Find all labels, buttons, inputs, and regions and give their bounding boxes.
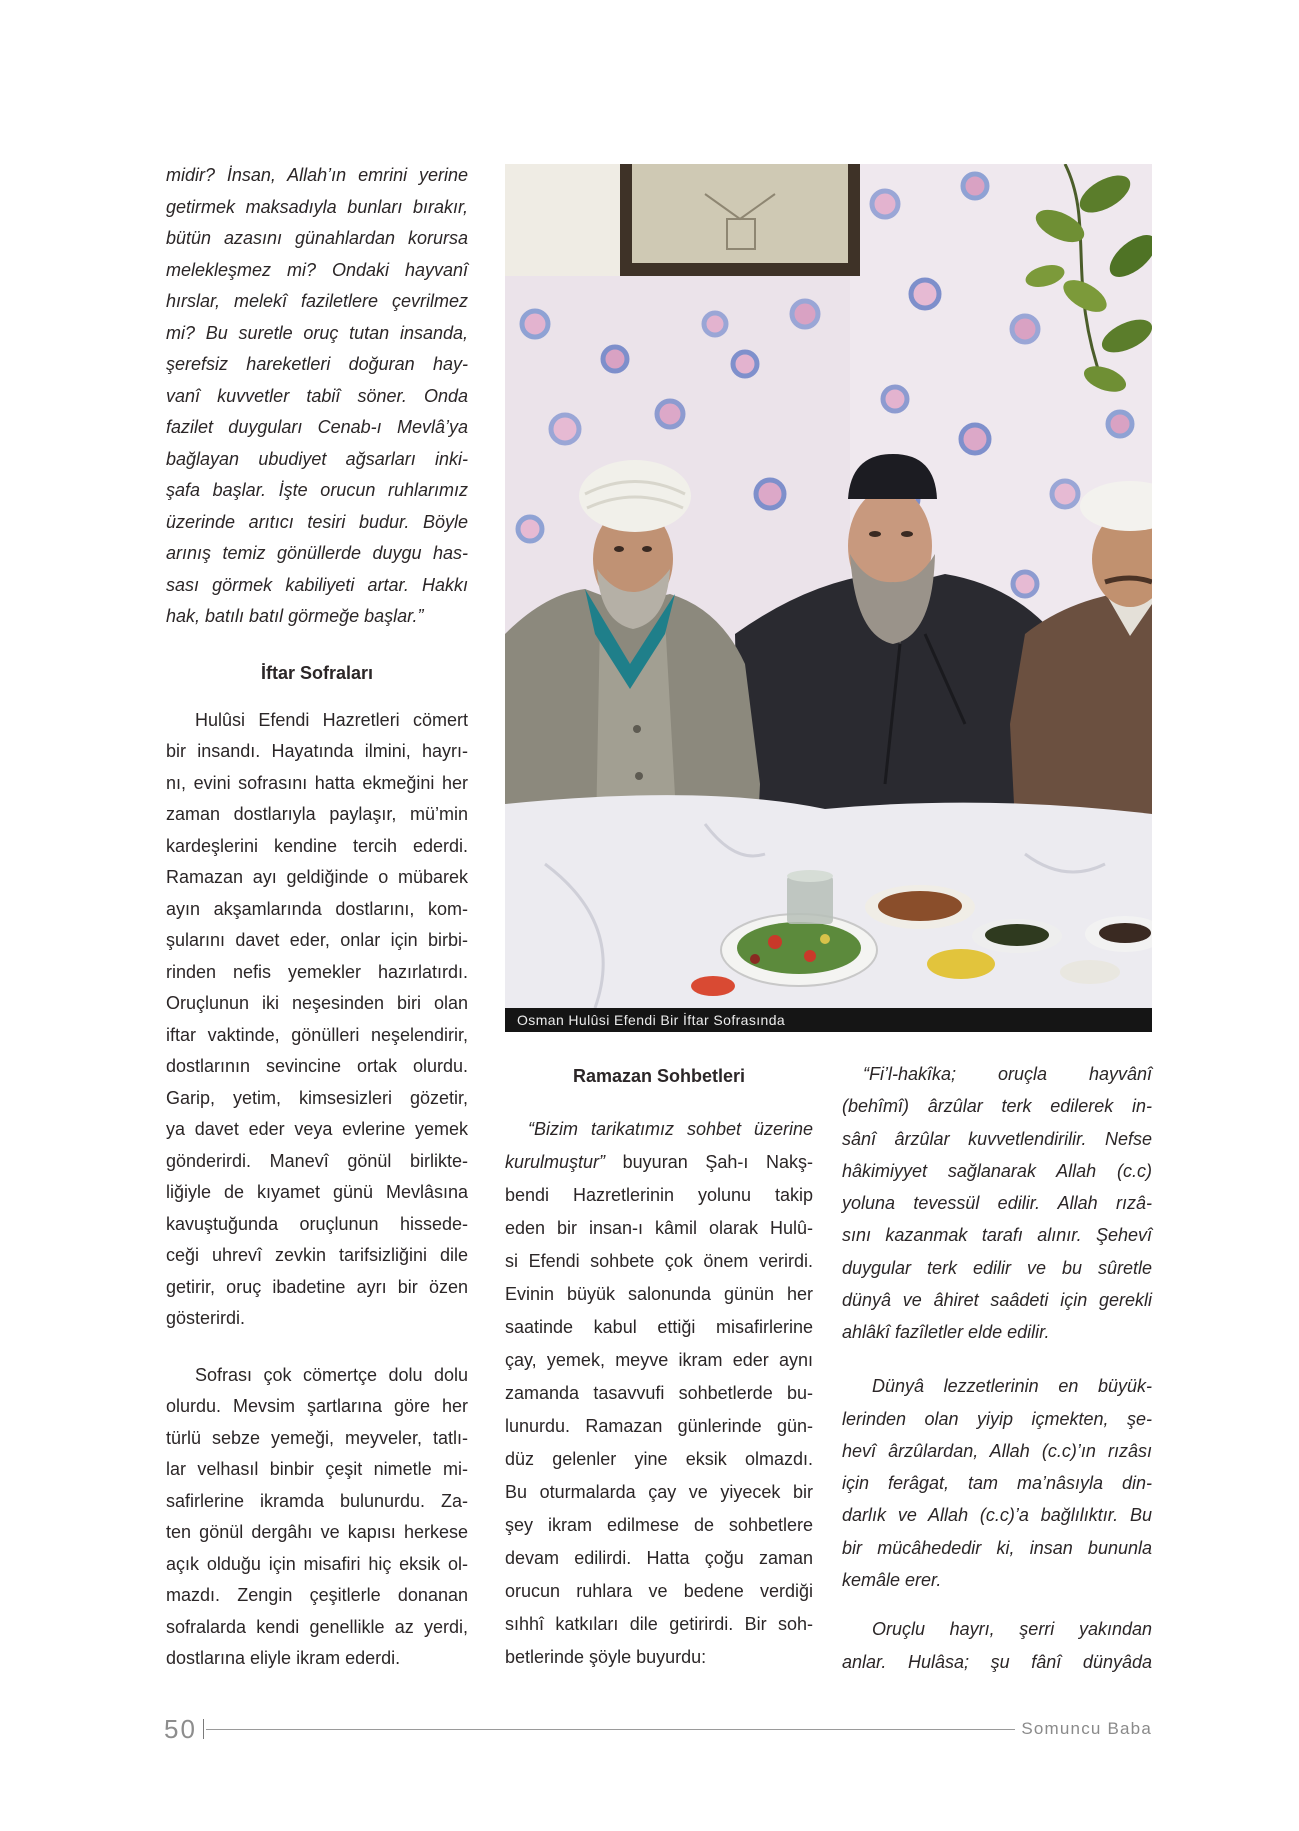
text-line: hırslar, melekî faziletlere çevrilmez: [166, 291, 468, 311]
text-line: ahlâkî fazîletler elde edilir.: [842, 1322, 1050, 1343]
text-line: lunurdu. Ramazan günlerinde gün-: [505, 1415, 813, 1436]
footer-divider-tick: [203, 1719, 205, 1739]
italic-text-run: kurulmuştur”: [505, 1151, 606, 1172]
text-line: hevî ârzûlardan, Allah (c.c)’ın rızâsı: [842, 1440, 1152, 1461]
text-line: vanî kuvvetler tabiî söner. Onda: [166, 385, 468, 406]
section-heading-iftar: İftar Sofraları: [260, 662, 374, 683]
iftar-table-photo: [505, 164, 1152, 1008]
body-paragraph: [166, 705, 468, 1335]
quote-paragraph: [842, 1058, 1152, 1349]
text-line: şey ikram edilmese de sohbetlere: [505, 1514, 813, 1535]
curtain-flower: [1052, 481, 1078, 507]
text-line: ayın akşamlarında dostlarını, kom-: [166, 898, 468, 919]
text-line: Garip, yetim, kimsesizleri gözetir,: [166, 1087, 468, 1108]
text-line: Oruçlunun iki neşesinden biri olan: [166, 993, 468, 1013]
text-line: ya davet eder veya evlerine yemek: [166, 1119, 468, 1139]
curtain-flower: [872, 191, 898, 217]
text-line: sofralarda kendi genellikle az yerdi,: [166, 1616, 468, 1637]
curtain-flower: [961, 425, 989, 453]
eye: [869, 531, 881, 537]
page-number: 50: [164, 1714, 197, 1744]
curtain-flower: [756, 480, 784, 508]
italic-text-run: “Bizim tarikatımız sohbet üzerine: [528, 1118, 813, 1139]
button: [635, 772, 643, 780]
text-line: bir mücâhededir ki, insan bununla: [842, 1537, 1152, 1558]
text-line: saatinde kabul ettiği misafirlerine: [505, 1316, 813, 1337]
saucer: [1060, 960, 1120, 984]
glass: [787, 876, 833, 924]
text-line: mazdı. Zengin çeşitlerle donanan: [166, 1585, 468, 1605]
text-line: devam edilirdi. Hatta çoğu zaman: [505, 1547, 813, 1568]
text-line: midir? İnsan, Allah’ın emrini yerine: [166, 165, 468, 185]
tomato: [804, 950, 816, 962]
text-line: için ferâgat, tam ma’nâsıyla din-: [842, 1473, 1152, 1494]
text-line: darlık ve Allah (c.c)’a bağlılıktır. Bu: [842, 1505, 1152, 1526]
text-line: hak, batılı batıl görmeğe başlar.”: [166, 606, 424, 626]
photo-caption: Osman Hulûsi Efendi Bir İftar Sofrasında: [505, 1008, 1152, 1032]
glass-rim: [787, 870, 833, 882]
text-line: bütün azasını günahlardan korursa: [166, 228, 468, 248]
text-line: olurdu. Mevsim şartlarına göre her: [166, 1396, 468, 1416]
curtain-flower: [733, 352, 757, 376]
soup: [878, 891, 962, 921]
text-line: bağlayan ubudiyet ağsarları inki-: [166, 448, 468, 469]
text-line: safirlerine ikramda bulunurdu. Za-: [166, 1490, 468, 1511]
text-line: [505, 1113, 813, 1146]
curtain-flower: [1108, 412, 1132, 436]
text-line: duygular terk edilir ve bu sûretle: [842, 1257, 1152, 1278]
text-line: Hulûsi Efendi Hazretleri cömert: [195, 709, 468, 730]
text-line: betlerinde şöyle buyurdu:: [505, 1646, 707, 1667]
olive: [750, 954, 760, 964]
left-column: [166, 160, 468, 1675]
olives: [985, 924, 1049, 946]
curtain-flower: [963, 174, 987, 198]
text-line: “Fi’l-hakîka; oruçla hayvânî: [863, 1064, 1152, 1084]
text-run: buyuran Şah-ı Nakş-: [605, 1151, 813, 1172]
text-line: dostlarına eliyle ikram ederdi.: [166, 1648, 401, 1668]
curtain-flower: [518, 517, 542, 541]
text-line: bir insandı. Hayatında ilmini, hayrı-: [166, 741, 468, 761]
text-line: ten gönül dergâhı ve kapısı herkese: [166, 1522, 468, 1542]
eye: [901, 531, 913, 537]
quote-paragraph: [842, 1613, 1152, 1678]
text-line: iftar vaktinde, gönülleri neşelendirir,: [166, 1024, 468, 1045]
text-line: getirmek maksadıyla bunları bırakır,: [166, 196, 468, 217]
red-dish: [691, 976, 735, 996]
tomato: [768, 935, 782, 949]
text-line: getirir, oruç ibadetine ayrı bir özen: [166, 1276, 468, 1297]
text-line: arınış temiz gönüllerde duygu has-: [166, 543, 468, 563]
text-line: üzerinde arıtıcı tesiri budur. Böyle: [166, 511, 468, 532]
text-line: yoluna tevessül edilir. Allah rızâ-: [842, 1193, 1152, 1214]
text-line: hâkimiyyet sağlanarak Allah (c.c): [842, 1160, 1152, 1181]
text-line: Evinin büyük salonunda günün her: [505, 1283, 813, 1304]
curtain-flower: [657, 401, 683, 427]
eye: [642, 546, 652, 552]
text-line: çay, yemek, meyve ikram eder aynı: [505, 1349, 813, 1370]
photo-figure: [505, 164, 1152, 1032]
text-line: sası görmek kabiliyeti artar. Hakkı: [166, 574, 468, 595]
magazine-name: Somuncu Baba: [1021, 1719, 1152, 1738]
body-paragraph: [166, 1360, 468, 1675]
text-line: si Efendi sohbete çok önem verirdi.: [505, 1250, 813, 1271]
yellow-dish: [927, 949, 995, 979]
dates: [1099, 923, 1151, 943]
text-line: lar velhasıl binbir çeşit nimetle mi-: [166, 1459, 468, 1479]
text-line: Oruçlu hayrı, şerri yakından: [872, 1619, 1152, 1640]
text-line: şerefsiz hareketleri doğuran hay-: [166, 354, 468, 374]
quote-paragraph: [166, 160, 468, 633]
iftar-table: [505, 795, 1152, 1008]
text-line: kemâle erer.: [842, 1570, 942, 1591]
text-line: Bu oturmalarda çay ve yiyecek bir: [505, 1481, 813, 1502]
text-line: dünyâ ve âhiret saâdeti için gerekli: [842, 1290, 1152, 1311]
curtain-flower: [792, 301, 818, 327]
text-line: liğiyle de kıyamet günü Mevlâsına: [166, 1182, 468, 1202]
pepper: [820, 934, 830, 944]
text-line: şularını davet eder, onlar için birbi-: [166, 930, 468, 950]
curtain-flower: [1013, 572, 1037, 596]
text-line: gönderirdi. Manevî gönül birlikte-: [166, 1150, 468, 1171]
text-line: sıhhî katkıları dile getirirdi. Bir soh-: [505, 1613, 813, 1634]
right-column: [842, 1058, 1152, 1678]
salad: [737, 922, 861, 974]
framed-picture: [620, 164, 860, 276]
section-heading-ramazan: Ramazan Sohbetleri: [572, 1065, 746, 1086]
text-line: [505, 1146, 813, 1179]
text-line: dostlarının sevincine ortak olurdu.: [166, 1056, 468, 1076]
text-line: orucun ruhlara ve bedene verdiği: [505, 1580, 813, 1601]
curtain-flower: [551, 415, 579, 443]
text-line: fazilet duyguları Cenab-ı Mevlâ’ya: [166, 417, 468, 437]
text-line: türlü sebze yemeği, meyveler, tatlı-: [166, 1427, 468, 1448]
text-line: Ramazan ayı geldiğinde o mübarek: [166, 867, 468, 887]
text-line: nı, evini sofrasını hatta ekmeğini her: [166, 772, 468, 793]
middle-column: [505, 1060, 813, 1674]
text-line: sânî ârzûlar kuvvetlendirilir. Nefse: [842, 1128, 1152, 1149]
text-line: kavuştuğunda oruçlunun hissede-: [166, 1213, 468, 1234]
curtain-flower: [704, 313, 726, 335]
footer-rule: [206, 1729, 1015, 1730]
text-line: anlar. Hulâsa; şu fânî dünyâda: [842, 1651, 1152, 1672]
page-footer: [164, 1715, 1152, 1743]
text-line: zamanda tasavvufi sohbetlerde bu-: [505, 1382, 813, 1403]
text-line: eden bir insan-ı kâmil olarak Hulû-: [505, 1217, 813, 1238]
text-line: melekleşmez mi? Ondaki hayvanî: [166, 259, 468, 280]
text-line: şafa başlar. İşte orucun ruhlarımız: [166, 480, 468, 500]
eye: [614, 546, 624, 552]
curtain-flower: [1012, 316, 1038, 342]
text-line: açık olduğu için misafiri hiç eksik ol-: [166, 1553, 468, 1574]
text-line: Sofrası çok cömertçe dolu dolu: [195, 1364, 468, 1385]
text-line: zaman dostlarıyla paylaşır, mü’min: [166, 804, 468, 824]
curtain-flower: [883, 387, 907, 411]
button: [633, 725, 641, 733]
body-paragraph: [505, 1113, 813, 1674]
text-line: sını kazanmak tarafı alınır. Şehevî: [842, 1225, 1152, 1246]
quote-paragraph: [842, 1370, 1152, 1596]
text-line: rinden nefis yemekler hazırlatırdı.: [166, 961, 468, 982]
text-line: kardeşlerini kendine tercih ederdi.: [166, 835, 468, 856]
curtain-flower: [522, 311, 548, 337]
text-line: lerinden olan yiyip içmekten, şe-: [842, 1408, 1152, 1429]
curtain-flower: [603, 347, 627, 371]
text-line: mi? Bu suretle oruç tutan insanda,: [166, 322, 468, 343]
text-line: gösterirdi.: [166, 1308, 246, 1328]
curtain-flower: [911, 280, 939, 308]
text-line: bendi Hazretlerinin yolunu takip: [505, 1184, 813, 1205]
text-line: (behîmî) ârzûlar terk edilerek in-: [842, 1096, 1152, 1117]
text-line: Dünyâ lezzetlerinin en büyük-: [872, 1376, 1152, 1397]
text-line: ceği uhrevî zevkin tarifsizliğini dile: [166, 1245, 468, 1265]
text-line: düz gelenler yine eksik olmazdı.: [505, 1448, 813, 1469]
